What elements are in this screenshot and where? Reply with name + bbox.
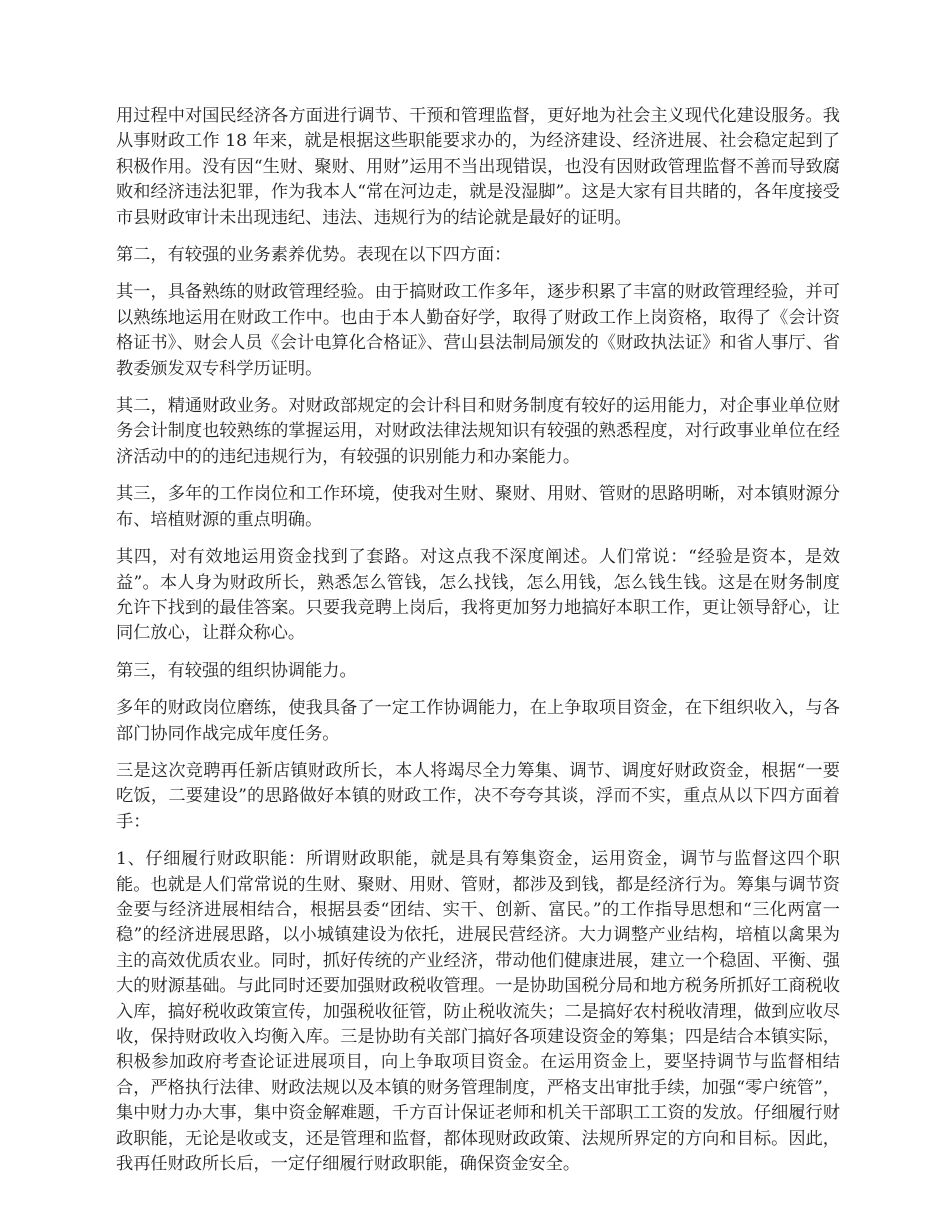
paragraph-point-two: 其二，精通财政业务。对财政部规定的会计科目和财务制度有较好的运用能力，对企事业单位财务会计制度也较熟练的掌握运用，对财政法律法规知识有较强的熟悉程度，对行政事业单位在经济活动中的的违纪违规行为，有较强的识别能力和办案能力。 [116, 396, 840, 467]
paragraph-plan-item-one: 1、仔细履行财政职能：所谓财政职能，就是具有筹集资金，运用资金，调节与监督这四个职能。也就是人们常常说的生财、聚财、用财、管财，都涉及到钱，都是经济行为。筹集与调节资金要与经济进展相结合，根据县委“团结、实干、创新、富民。”的工作指导思想和“三化两富一稳”的经济进展思路，以小城镇建设为依托，进展民营经济。大力调整产业结构，培植以禽果为主的高效优质农业。同时，抓好传统的产业经济，带动他们健康进展，建立一个稳固、平衡、强大的财源基础。与此同时还要加强财政税收管理。一是协助国税分局和地方税务所抓好工商税收入库，搞好税收政策宣传，加强税收征管，防止税收流失；二是搞好农村税收清理，做到应收尽收，保持财政收入均衡入库。三是协助有关部门搞好各项建设资金的筹集；四是结合本镇实际，积极参加政府考查论证进展项目，向上争取项目资金。在运用资金上，要坚持调节与监督相结合，严格执行法律、财政法规以及本镇的财务管理制度，严格支出审批手续，加强“零户统管”，集中财力办大事，集中资金解难题，千方百计保证老师和机关干部职工工资的发放。仔细履行财政职能，无论是收或支，还是管理和监督，都体现财政政策、法规所界定的方向和目标。因此，我再任财政所长后，一定仔细履行财政职能，确保资金安全。 [116, 849, 840, 1175]
paragraph-point-four: 其四，对有效地运用资金找到了套路。对这点我不深度阐述。人们常说：“经验是资本，是效益”。本人身为财政所长，熟悉怎么管钱，怎么找钱，怎么用钱，怎么钱生钱。这是在财务制度允许下找到的最佳答案。只要我竞聘上岗后，我将更加努力地搞好本职工作，更让领导舒心，让同仁放心，让群众称心。 [116, 547, 840, 644]
paragraph-second-heading: 第二，有较强的业务素养优势。表现在以下四方面： [116, 245, 512, 266]
document-body [116, 104, 840, 1189]
paragraph-third-heading: 第三，有较强的组织协调能力。 [116, 660, 357, 681]
paragraph-plan-intro: 三是这次竞聘再任新店镇财政所长，本人将竭尽全力筹集、调节、调度好财政资金，根据“一要吃饭，二要建设”的思路做好本镇的财政工作，决不夸夸其谈，浮而不实，重点从以下四方面着手： [116, 760, 840, 832]
paragraph-coordination: 多年的财政岗位磨练，使我具备了一定工作协调能力，在上争取项目资金，在下组织收入，与各部门协同作战完成年度任务。 [116, 698, 840, 744]
paragraph-fiscal-duties-record: 用过程中对国民经济各方面进行调节、干预和管理监督，更好地为社会主义现代化建设服务。我从事财政工作 18 年来，就是根据这些职能要求办的，为经济建设、经济进展、社会稳定起到了积极作用。没有因“生财、聚财、用财”运用不当出现错误，也没有因财政管理监督不善而导致腐败和经济违法犯罪，作为我本人“常在河边走，就是没湿脚”。这是大家有目共睹的，各年度接受市县财政审计未出现违纪、违法、违规行为的结论就是最好的证明。 [116, 106, 840, 228]
paragraph-point-one: 其一，具备熟练的财政管理经验。由于搞财政工作多年，逐步积累了丰富的财政管理经验，并可以熟练地运用在财政工作中。也由于本人勤奋好学，取得了财政工作上岗资格，取得了《会计资格证书》、财会人员《会计电算化合格证》、营山县法制局颁发的《财政执法证》和省人事厅、省教委颁发双专科学历证明。 [116, 282, 840, 379]
paragraph-point-three: 其三，多年的工作岗位和工作环境，使我对生财、聚财、用财、管财的思路明晰，对本镇财源分布、培植财源的重点明确。 [116, 484, 840, 530]
